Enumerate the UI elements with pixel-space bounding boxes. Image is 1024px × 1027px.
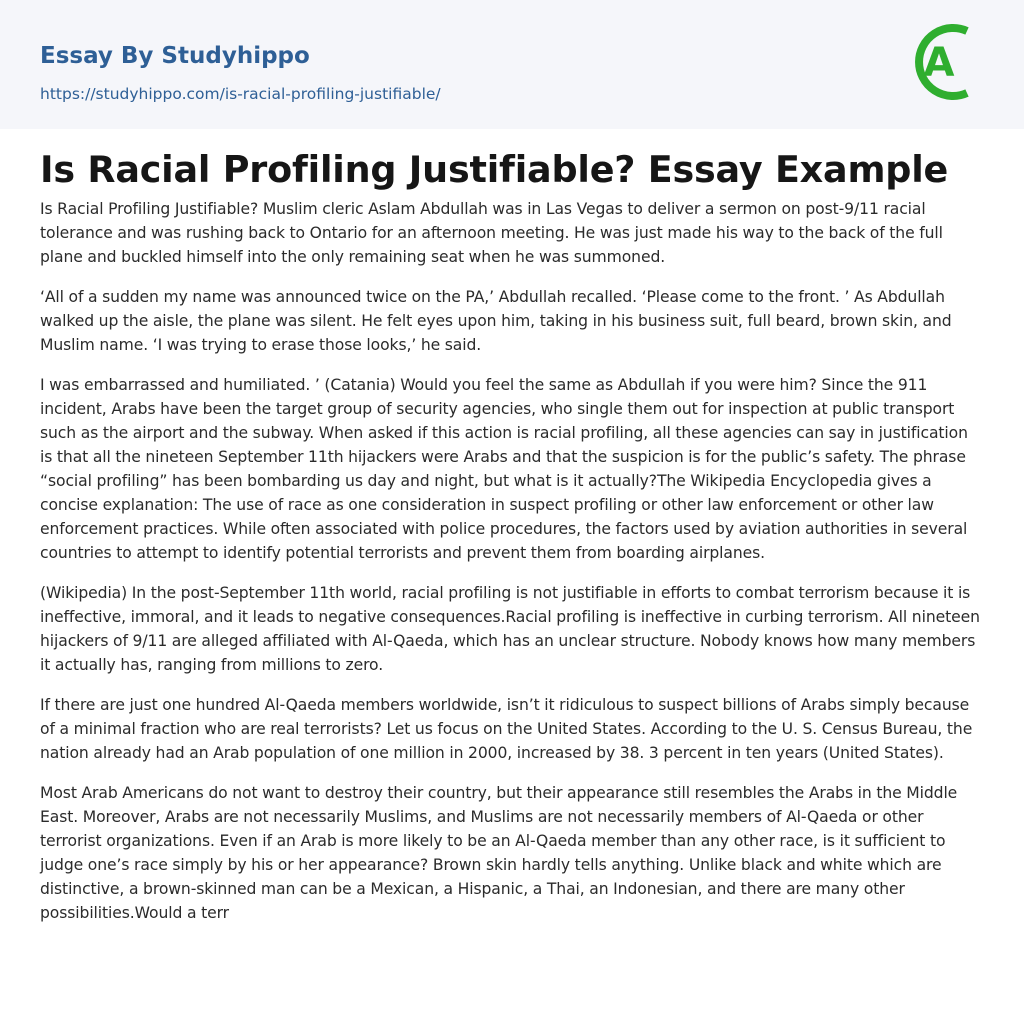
- studyhippo-logo-icon[interactable]: [912, 18, 988, 106]
- site-brand[interactable]: Essay By Studyhippo: [40, 43, 310, 69]
- site-header: [0, 0, 1024, 129]
- essay-paragraph: Most Arab Americans do not want to destroy their country, but their appearance still resembles the Arabs in the Middle East. Moreover, Arabs are not necessarily Muslims, and Muslims are not necessarily members of Al-Qaeda or other terrorist organizations. Even if an Arab is more likely to be an Al-Qaeda member than any other race, is it sufficient to judge one’s race simply by his or her appearance? Brown skin hardly tells anything. Unlike black and white which are distinctive, a brown-skinned man can be a Mexican, a Hispanic, a Thai, an Indonesian, and there are many other possibilities.Would a terr: [40, 784, 958, 922]
- article-title: Is Racial Profiling Justifiable? Essay Example: [40, 148, 949, 191]
- article: [0, 147, 1024, 925]
- essay-paragraph: ‘All of a sudden my name was announced twice on the PA,’ Abdullah recalled. ‘Please come to the front. ’ As Abdullah walked up the aisle, the plane was silent. He felt eyes upon him, taking in his business suit, full beard, brown skin, and Muslim name. ‘I was trying to erase those looks,’ he said.: [40, 288, 952, 354]
- essay-paragraph: Is Racial Profiling Justifiable? Muslim cleric Aslam Abdullah was in Las Vegas to deliver a sermon on post-9/11 racial tolerance and was rushing back to Ontario for an afternoon meeting. He was just made his way to the back of the full plane and buckled himself into the only remaining seat when he was summoned.: [40, 200, 943, 266]
- essay-paragraph: (Wikipedia) In the post-September 11th world, racial profiling is not justifiable in efforts to combat terrorism because it is ineffective, immoral, and it leads to negative consequences.Racial profiling is ineffective in curbing terrorism. All nineteen hijackers of 9/11 are alleged affiliated with Al-Qaeda, which has an unclear structure. Nobody knows how many members it actually has, ranging from millions to zero.: [40, 584, 980, 674]
- source-url-link[interactable]: https://studyhippo.com/is-racial-profiling-justifiable/: [40, 85, 441, 103]
- essay-paragraph: I was embarrassed and humiliated. ’ (Catania) Would you feel the same as Abdullah if you were him? Since the 911 incident, Arabs have been the target group of security agencies, who single them out for inspection at public transport such as the airport and the subway. When asked if this action is racial profiling, all these agencies can say in justification is that all the nineteen September 11th hijackers were Arabs and that the suspicion is for the public’s safety. The phrase “social profiling” has been bombarding us day and night, but what is it actually?The Wikipedia Encyclopedia gives a concise explanation: The use of race as one consideration in suspect profiling or other law enforcement or other law enforcement practices. While often associated with police procedures, the factors used by aviation authorities in several countries to attempt to identify potential terrorists and prevent them from boarding airplanes.: [40, 376, 968, 562]
- essay-paragraph: If there are just one hundred Al-Qaeda members worldwide, isn’t it ridiculous to suspect billions of Arabs simply because of a minimal fraction who are real terrorists? Let us focus on the United States. According to the U. S. Census Bureau, the nation already had an Arab population of one million in 2000, increased by 38. 3 percent in ten years (United States).: [40, 696, 973, 762]
- essay-body: [40, 197, 984, 925]
- logo-letter: A: [923, 40, 955, 86]
